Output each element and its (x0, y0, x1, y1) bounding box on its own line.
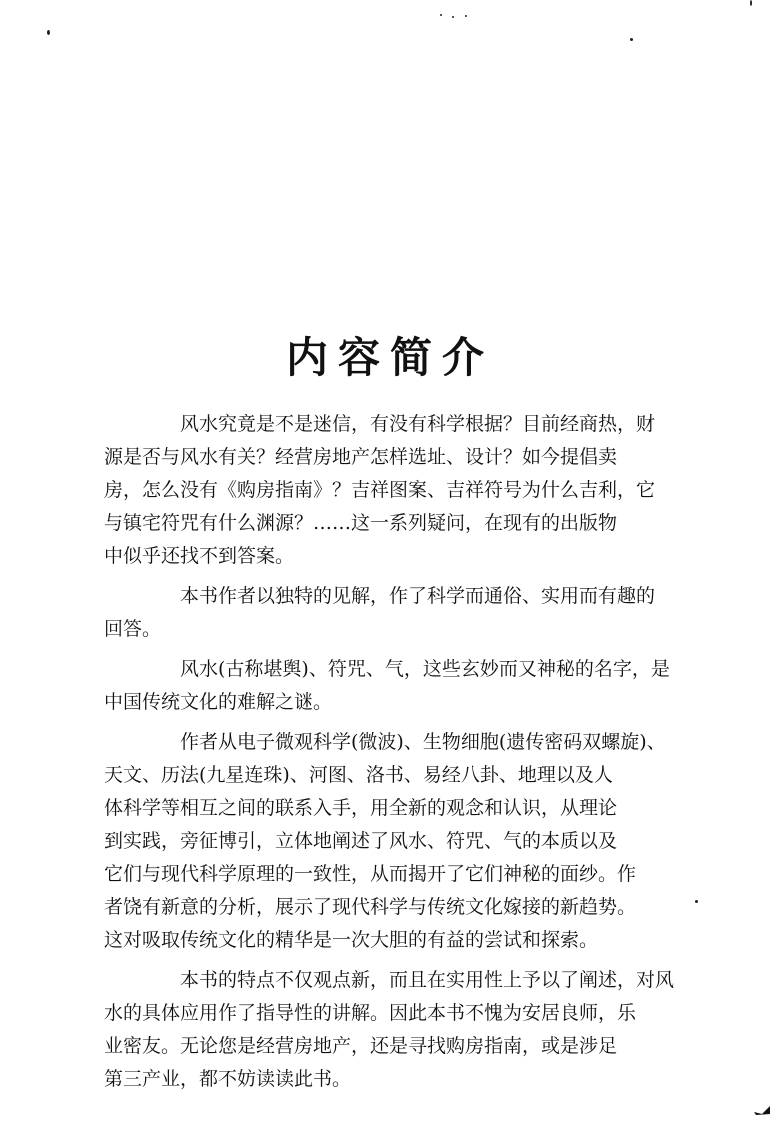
paragraph-4 (104, 726, 666, 957)
text-line: 源是否与风水有关？经营房地产怎样选址、设计？如今提倡卖 (104, 446, 618, 468)
scan-speck (47, 30, 50, 35)
text-line: 者饶有新意的分析，展示了现代科学与传统文化嫁接的新趋势。 (104, 896, 637, 918)
page-title: 内容简介 (285, 333, 494, 382)
text-line: 这对吸取传统文化的精华是一次大胆的有益的尝试和探索。 (104, 929, 599, 951)
text-line: 到实践，旁征博引，立体地阐述了风水、符咒、气的本质以及 (104, 830, 618, 852)
text-line: 风水(古称堪舆)、符咒、气，这些玄妙而又神秘的名字，是 (180, 658, 670, 680)
paragraph-1 (104, 408, 666, 573)
scan-speck (695, 900, 698, 903)
paragraph-2 (104, 580, 666, 646)
scan-speck (465, 15, 467, 17)
scan-speck (630, 38, 633, 41)
text-line: 中国传统文化的难解之谜。 (104, 691, 333, 713)
scan-speck (452, 16, 454, 18)
text-line: 体科学等相互之间的联系入手，用全新的观念和认识，从理论 (104, 797, 618, 819)
text-line: 本书的特点不仅观点新，而且在实用性上予以了阐述，对风 (180, 969, 675, 991)
paragraph-5 (104, 964, 675, 1096)
text-line: 业密友。无论您是经营房地产，还是寻找购房指南，或是涉足 (104, 1035, 618, 1057)
text-line: 它们与现代科学原理的一致性，从而揭开了它们神秘的面纱。作 (104, 863, 637, 885)
text-line: 本书作者以独特的见解，作了科学而通俗、实用而有趣的 (180, 585, 656, 607)
text-line: 风水究竟是不是迷信，有没有科学根据？目前经商热，财 (180, 413, 656, 435)
text-line: 中似乎还找不到答案。 (104, 545, 295, 567)
intro-body (104, 408, 675, 1103)
text-line: 天文、历法(九星连珠)、河图、洛书、易经八卦、地理以及人 (104, 764, 613, 786)
text-line: 回答。 (104, 618, 162, 640)
scan-corner-mark (752, 1102, 772, 1116)
scan-speck (440, 14, 442, 16)
text-line: 与镇宅符咒有什么渊源？……这一系列疑问，在现有的出版物 (104, 512, 618, 534)
text-line: 作者从电子微观科学(微波)、生物细胞(遗传密码双螺旋)、 (180, 731, 666, 753)
paragraph-3 (104, 653, 670, 719)
text-line: 第三产业，都不妨读读此书。 (104, 1068, 352, 1090)
text-line: 房，怎么没有《购房指南》？吉祥图案、吉祥符号为什么吉利，它 (104, 479, 656, 501)
scan-speck (750, 0, 752, 6)
text-line: 水的具体应用作了指导性的讲解。因此本书不愧为安居良师，乐 (104, 1002, 637, 1024)
